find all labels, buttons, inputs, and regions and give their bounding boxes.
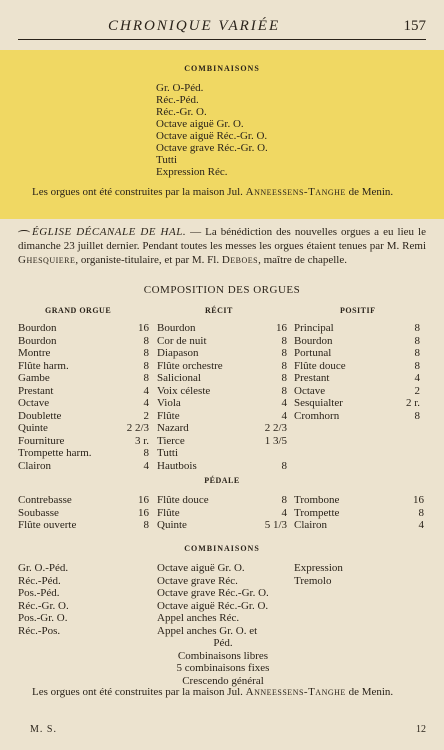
list-item: Octave grave Réc.-Gr. O. [156,142,268,154]
list-item: Tutti [156,154,178,166]
stop-row: Salicional 8 [157,372,287,384]
list-item: 5 combinaisons fixes [176,662,270,674]
footer-sheet-number: 12 [416,724,426,735]
section-ornament [18,230,30,235]
running-title: CHRONIQUE VARIÉE [108,18,281,34]
stop-row: Tutti [157,447,179,459]
recit-heading: RÉCIT [205,306,233,315]
stop-row: Trombone 16 [294,494,424,506]
list-item: Pos.-Gr. O. [18,612,68,624]
stop-row: Soubasse 16 [18,506,149,519]
stop-row: Flûte 4 [157,409,287,422]
list-item: Octave grave Réc.-Gr. O. [157,587,269,599]
stop-row: Flûte douce 8 [294,359,420,372]
stop-row: Bourdon 8 [294,334,420,347]
list-item: Gr. O.-Péd. [18,562,69,574]
stop-row: Bourdon 16 [18,322,149,334]
page-number: 157 [403,18,426,34]
note-text: Les orgues ont été construites par la maison Jul. [32,186,246,198]
combinations-list [156,82,268,178]
list-item: Réc.-Péd. [156,94,199,106]
stop-row: Flûte douce 8 [157,494,287,506]
list-item: Réc.-Gr. O. [156,106,207,118]
stop-row: Flûte orchestre 8 [157,359,287,372]
list-item: Pos.-Péd. [18,587,60,599]
person-name: Ghesquiere [18,254,76,266]
builder-name: Anneessens-Tanghe [245,686,346,698]
positif-heading: POSITIF [340,306,376,315]
combinaisons-col-2 [157,562,289,687]
person-name: Deboes [221,254,259,266]
page-header [18,14,426,40]
stop-row: Sesquialter 2 r. [294,397,420,409]
article-text: — La bénédiction des nouvelles orgues a eu lieu le dimanche 23 juillet dernier. Pendant toutes les messes les orgues étaient tenues par M. Remi [18,226,426,252]
positif-stops [294,322,420,422]
stop-row: Cromhorn 8 [294,409,420,422]
stop-row: Hautbois 8 [157,459,287,472]
stop-row: Bourdon 8 [18,334,149,347]
stop-row: Flûte harm. 8 [18,359,149,372]
stop-row: Quinte 5 1/3 [157,519,287,531]
stop-row: Trompette harm. 8 [18,447,149,459]
list-item: Octave grave Réc. [157,574,238,587]
composition-title: COMPOSITION DES ORGUES [143,284,301,296]
stop-row: Viola 4 [157,397,287,409]
stop-row: Bourdon 16 [157,322,287,334]
list-item: Octave aiguë Réc.-Gr. O. [156,130,268,142]
recit-stops [157,322,287,472]
list-item: Réc.-Pos. [18,624,61,637]
note-end: de Menin. [345,186,394,198]
combinaisons-col-1 [18,562,69,637]
pedale-heading: PÉDALE [204,476,240,485]
stop-row: Doublette 2 [18,409,149,422]
builder-name: Anneessens-Tanghe [245,186,346,198]
stop-row: Montre 8 [18,347,149,359]
stop-row: Tierce 1 3/5 [157,434,287,447]
stop-row: Diapason 8 [157,347,287,359]
highlighted-block [0,50,444,219]
list-item: Réc.-Péd. [18,574,61,587]
list-item: Expression Réc. [156,166,228,178]
stop-row: Octave 2 [294,384,420,397]
header-rule [18,39,426,40]
stop-row: Flûte 4 [157,506,287,519]
list-item: Crescendo général [182,674,264,687]
stop-row: Clairon 4 [18,459,149,472]
article-text: , organiste-titulaire, et par M. Fl. [75,254,222,266]
list-item: Tremolo [294,574,332,587]
stop-row: Principal 8 [294,322,420,334]
grand-orgue-heading: GRAND ORGUE [45,306,112,315]
list-item: Gr. O-Péd. [156,82,204,94]
stop-row: Voix céleste 8 [157,384,287,397]
article-text: , maître de chapelle. [258,254,347,266]
stop-row: Cor de nuit 8 [157,334,287,347]
list-item: Combinaisons libres [177,649,269,662]
stop-row: Quinte 2 2/3 [18,422,149,434]
list-item: Octave aiguë Gr. O. [156,118,244,130]
stop-row: Flûte ouverte 8 [18,519,149,531]
footer-signature: M. S. [30,724,57,735]
list-item: Appel anches Gr. O. et [157,624,258,637]
stop-row: Octave 4 [18,397,149,409]
footnote-end: de Menin. [345,686,394,698]
grand-orgue-stops [18,322,149,472]
stop-row: Portunal 8 [294,347,420,359]
list-item: Appel anches Réc. [157,612,240,624]
list-item: Octave aiguë Réc.-Gr. O. [157,599,269,612]
article-paragraph [18,225,426,267]
list-item: Réc.-Gr. O. [18,599,69,612]
footnote-text: Les orgues ont été construites par la maison Jul. [32,686,246,698]
combinaisons-col-3 [294,562,343,587]
stop-row: Clairon 4 [294,519,424,531]
article-lead: ÉGLISE DÉCANALE DE HAL. [32,226,187,238]
stop-row: Gambe 8 [18,372,149,384]
stop-row: Fourniture 3 r. [18,434,149,447]
list-item: Péd. [213,637,233,649]
stop-row: Prestant 4 [18,384,149,397]
list-item: Octave aiguë Gr. O. [157,562,245,574]
stop-row: Trompette 8 [294,506,424,519]
combinaisons-heading: COMBINAISONS [184,544,260,553]
pedale-stops-2 [157,494,287,532]
footnote [18,686,426,699]
builder-note [18,186,426,199]
stop-row: Contrebasse 16 [18,494,149,506]
stop-row: Nazard 2 2/3 [157,422,287,434]
pedale-stops-1 [18,494,149,532]
combinations-heading: COMBINAISONS [184,64,260,73]
stop-row: Prestant 4 [294,372,420,384]
list-item: Expression [294,562,343,574]
pedale-stops-3 [294,494,424,532]
